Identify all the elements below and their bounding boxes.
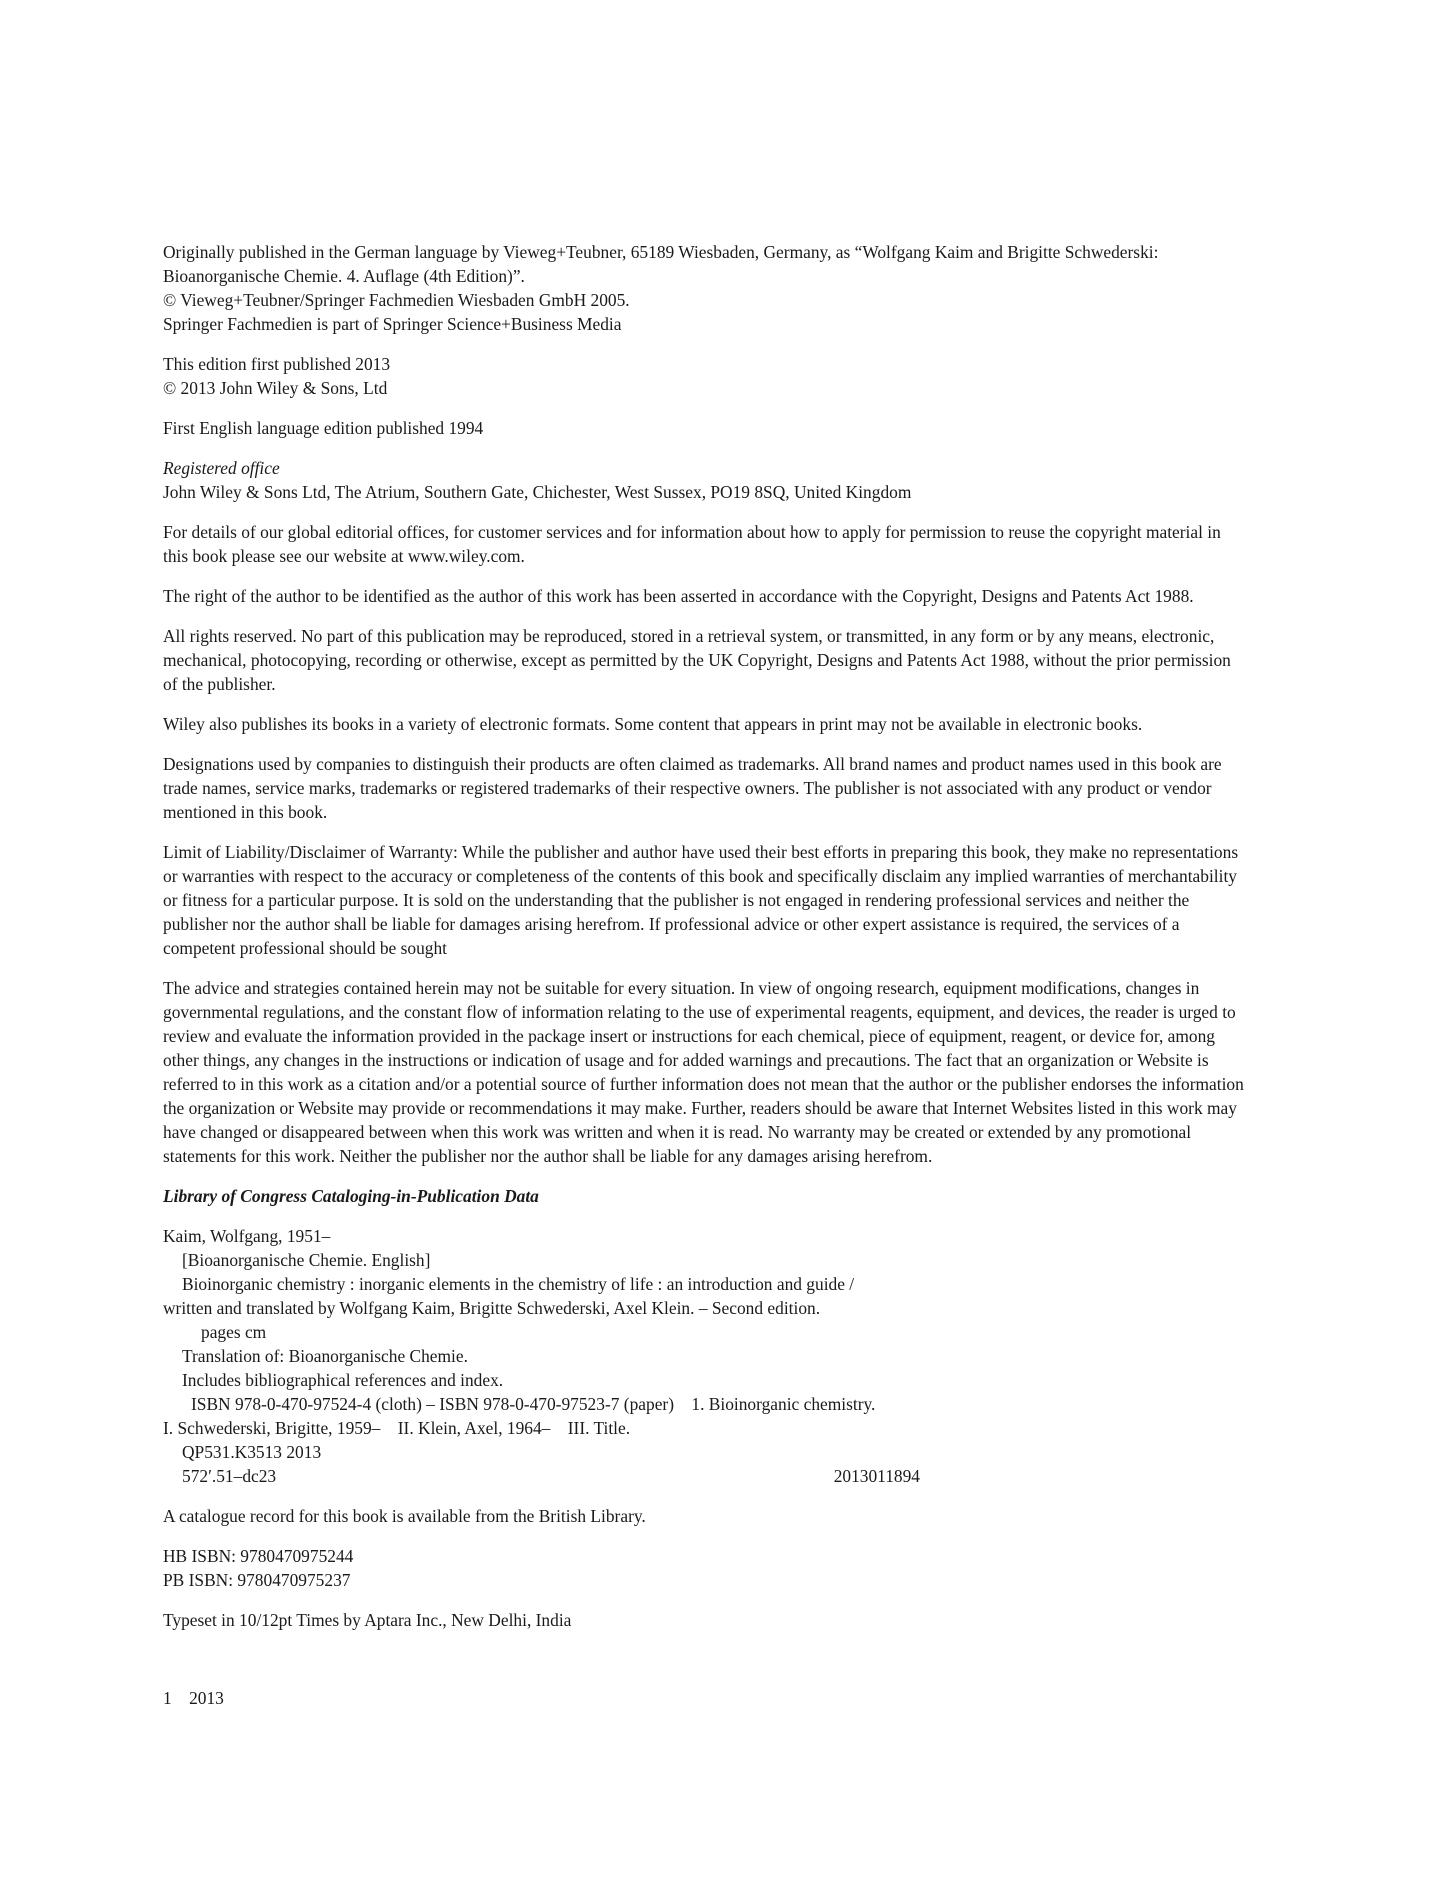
text-line: The advice and strategies contained herein may not be suitable for every situation. In view of ongoing research, equipment modifications, changes in — [163, 978, 1200, 998]
text-line: this book please see our website at www.wiley.com. — [163, 546, 525, 566]
text-line: trade names, service marks, trademarks or registered trademarks of their respective owners. The publisher is not associated with any product or vendor — [163, 778, 1212, 798]
cip-title-continued: written and translated by Wolfgang Kaim, Brigitte Schwederski, Axel Klein. – Second edition. — [163, 1298, 821, 1318]
registered-office-heading: Registered office — [163, 458, 280, 478]
typeset-notice — [163, 1608, 1333, 1632]
text-line: Designations used by companies to distinguish their products are often claimed as trademarks. All brand names and product names used in this book are — [163, 754, 1222, 774]
british-library-notice — [163, 1504, 1333, 1528]
rights-reserved-notice — [163, 624, 1333, 696]
advice-disclaimer — [163, 976, 1333, 1168]
text-line: The right of the author to be identified as the author of this work has been asserted in accordance with the Copyright, Designs and Patents Act 1988. — [163, 586, 1194, 606]
text-line: publisher nor the author shall be liable for damages arising herefrom. If professional advice or other expert assistance is required, the services of a — [163, 914, 1180, 934]
pb-isbn: PB ISBN: 9780470975237 — [163, 1570, 351, 1590]
first-english-edition — [163, 416, 1333, 440]
cip-lccn: 2013011894 — [833, 1466, 920, 1486]
text-line: governmental regulations, and the constant flow of information relating to the use of experimental reagents, equipment, and devices, the reader is urged to — [163, 1002, 1236, 1022]
registered-office — [163, 456, 1333, 504]
text-line: Springer Fachmedien is part of Springer Science+Business Media — [163, 314, 622, 334]
cip-classification-row — [163, 1464, 920, 1488]
isbn-block — [163, 1544, 1333, 1592]
text-line: For details of our global editorial offices, for customer services and for information about how to apply for permission to reuse the copyright material in — [163, 522, 1221, 542]
text-line: the organization or Website may provide or recommendations it may make. Further, readers should be aware that Internet Websites listed in this work may — [163, 1098, 1237, 1118]
cip-bibliography-note: Includes bibliographical references and index. — [182, 1370, 504, 1390]
text-line: of the publisher. — [163, 674, 276, 694]
editorial-offices-notice — [163, 520, 1333, 568]
text-line: A catalogue record for this book is available from the British Library. — [163, 1506, 646, 1526]
text-line: This edition first published 2013 — [163, 354, 391, 374]
text-line: mentioned in this book. — [163, 802, 328, 822]
text-line: Limit of Liability/Disclaimer of Warranty: While the publisher and author have used their best efforts in preparing this book, they make no representations — [163, 842, 1239, 862]
text-line: review and evaluate the information provided in the package insert or instructions for each chemical, piece of equipment, reagent, or device for, among — [163, 1026, 1215, 1046]
cip-isbn-line: ISBN 978-0-470-97524-4 (cloth) – ISBN 978-0-470-97523-7 (paper) 1. Bioinorganic chemistry. — [191, 1394, 876, 1414]
cip-translation-note: Translation of: Bioanorganische Chemie. — [182, 1346, 468, 1366]
text-line: have changed or disappeared between when this work was written and when it is read. No warranty may be created or extended by any promotional — [163, 1122, 1192, 1142]
text-line: Typeset in 10/12pt Times by Aptara Inc., New Delhi, India — [163, 1610, 572, 1630]
text-line: Bioanorganische Chemie. 4. Auflage (4th Edition)”. — [163, 266, 525, 286]
text-line: other things, any changes in the instructions or indication of usage and for added warnings and precautions. The fact that an organization or Website is — [163, 1050, 1209, 1070]
cip-title: Bioinorganic chemistry : inorganic elements in the chemistry of life : an introduction and guide / — [182, 1274, 855, 1294]
text-line: First English language edition published 1994 — [163, 418, 484, 438]
edition-notice — [163, 352, 1333, 400]
text-line: or fitness for a particular purpose. It is sold on the understanding that the publisher is not engaged in rendering professional services and neither the — [163, 890, 1190, 910]
cip-dewey: 572′.51–dc23 — [182, 1466, 277, 1486]
text-line: or warranties with respect to the accuracy or completeness of the contents of this book and specifically disclaim any implied warranties of merchantability — [163, 866, 1237, 886]
original-publication-notice — [163, 240, 1333, 336]
cip-uniform-title: [Bioanorganische Chemie. English] — [182, 1250, 431, 1270]
cip-heading — [163, 1184, 1333, 1208]
text-line: © 2013 John Wiley & Sons, Ltd — [163, 378, 388, 398]
cip-author: Kaim, Wolfgang, 1951– — [163, 1226, 331, 1246]
cip-pages: pages cm — [201, 1322, 267, 1342]
text-line: statements for this work. Neither the publisher nor the author shall be liable for any damages arising herefrom. — [163, 1146, 933, 1166]
registered-office-address: John Wiley & Sons Ltd, The Atrium, Southern Gate, Chichester, West Sussex, PO19 8SQ, United Kingdom — [163, 482, 912, 502]
text-line: referred to in this work as a citation and/or a potential source of further information does not mean that the author or the publisher endorses the information — [163, 1074, 1244, 1094]
author-right-notice — [163, 584, 1333, 608]
text-line: © Vieweg+Teubner/Springer Fachmedien Wiesbaden GmbH 2005. — [163, 290, 630, 310]
copyright-page — [163, 240, 1333, 1648]
text-line: All rights reserved. No part of this publication may be reproduced, stored in a retrieval system, or transmitted, in any form or by any means, electronic, — [163, 626, 1215, 646]
cip-heading-text: Library of Congress Cataloging-in-Publication Data — [163, 1186, 539, 1206]
cip-lc-class: QP531.K3513 2013 — [182, 1442, 322, 1462]
cip-record — [163, 1224, 923, 1488]
liability-disclaimer — [163, 840, 1333, 960]
text-line: mechanical, photocopying, recording or otherwise, except as permitted by the UK Copyright, Designs and Patents Act 1988, without the prior permission — [163, 650, 1231, 670]
text-line: Originally published in the German language by Vieweg+Teubner, 65189 Wiesbaden, Germany, as “Wolfgang Kaim and Brigitte Schwederski: — [163, 242, 1159, 262]
electronic-formats-notice — [163, 712, 1333, 736]
hb-isbn: HB ISBN: 9780470975244 — [163, 1546, 354, 1566]
print-line: 1 2013 — [163, 1688, 224, 1708]
cip-tracings: I. Schwederski, Brigitte, 1959– II. Klein, Axel, 1964– III. Title. — [163, 1418, 631, 1438]
trademarks-notice — [163, 752, 1333, 824]
text-line: competent professional should be sought — [163, 938, 447, 958]
text-line: Wiley also publishes its books in a variety of electronic formats. Some content that appears in print may not be available in electronic books. — [163, 714, 1143, 734]
